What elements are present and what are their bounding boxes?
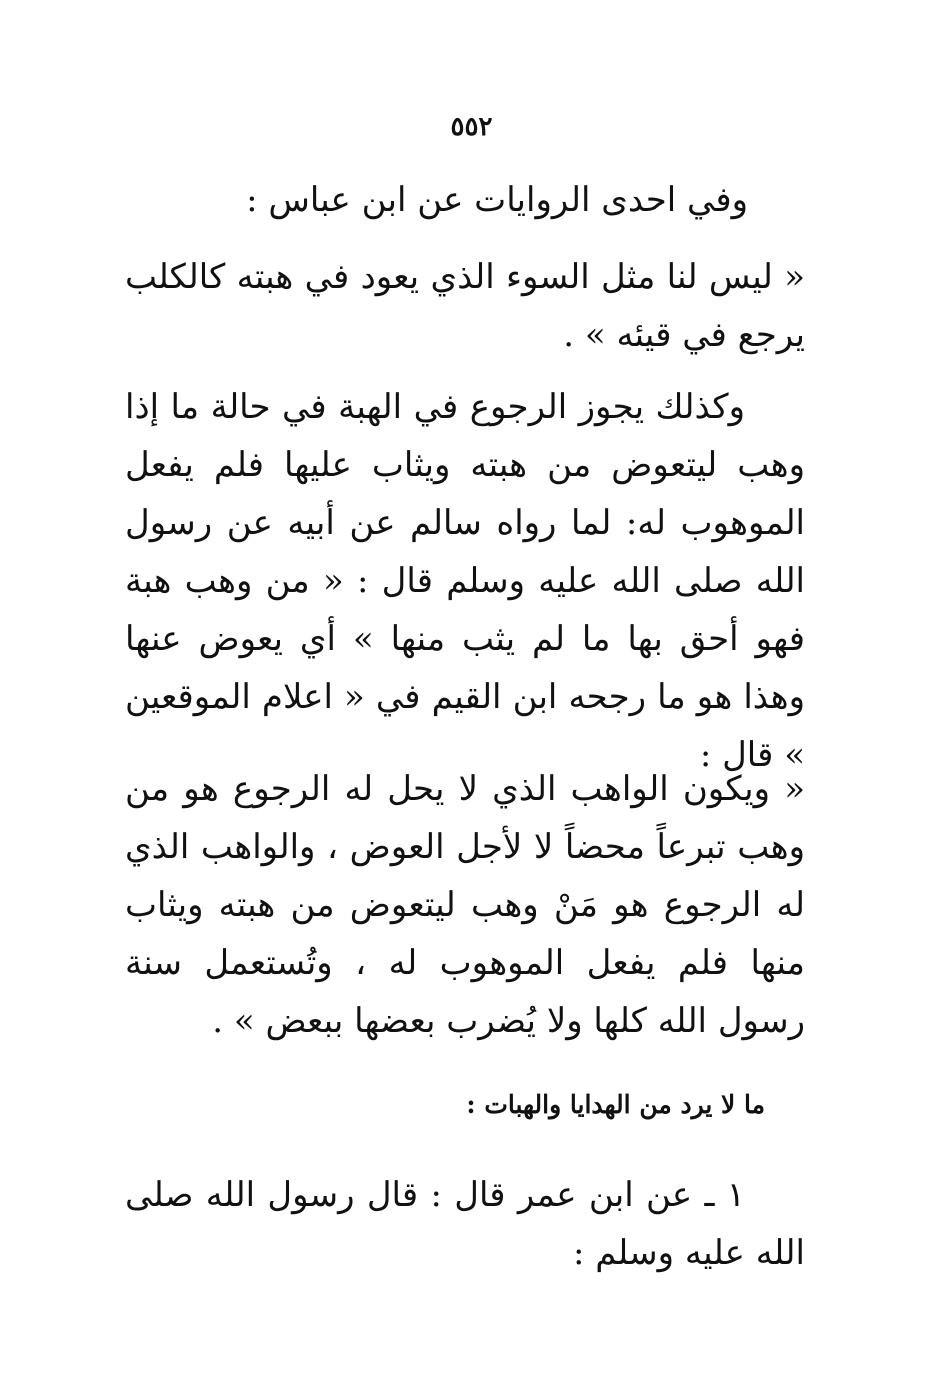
quote-ibn-qayyim: « ويكون الواهب الذي لا يحل له الرجوع هو من وهب تبرعاً محضاً لا لأجل العوض ، والواهب الذي له الرجوع هو مَنْ وهب ليتعوض من هبته ويثاب منها فلم يفعل الموهوب له ، وتُستعمل سنة رسول الله كلها ولا يُضرب بعضها ببعض » . xyxy=(125,769,805,1041)
hadith-1: ١ ـ عن ابن عمر قال : قال رسول الله صلى الله عليه وسلم : xyxy=(125,1175,805,1273)
page-number: ٥٥٢ xyxy=(450,112,493,142)
section-heading: ما لا يرد من الهدايا والهبات : xyxy=(466,1090,765,1119)
paragraph-ruju-hiba: وكذلك يجوز الرجوع في الهبة في حالة ما إذا وهب ليتعوض من هبته ويثاب عليها فلم يفعل الموهوب له: لما رواه سالم عن أبيه عن رسول الله صلى الله عليه وسلم قال : « من وهب هبة فهو أحق بها ما لم يثب منها » أي يعوض عنها وهذا هو ما رجحه ابن القيم في « اعلام الموقعين » قال : xyxy=(125,387,805,775)
quote-ibn-abbas: « ليس لنا مثل السوء الذي يعود في هبته كالكلب يرجع في قيئه » . xyxy=(125,257,805,355)
intro-line: وفي احدى الروايات عن ابن عباس : xyxy=(246,180,748,220)
